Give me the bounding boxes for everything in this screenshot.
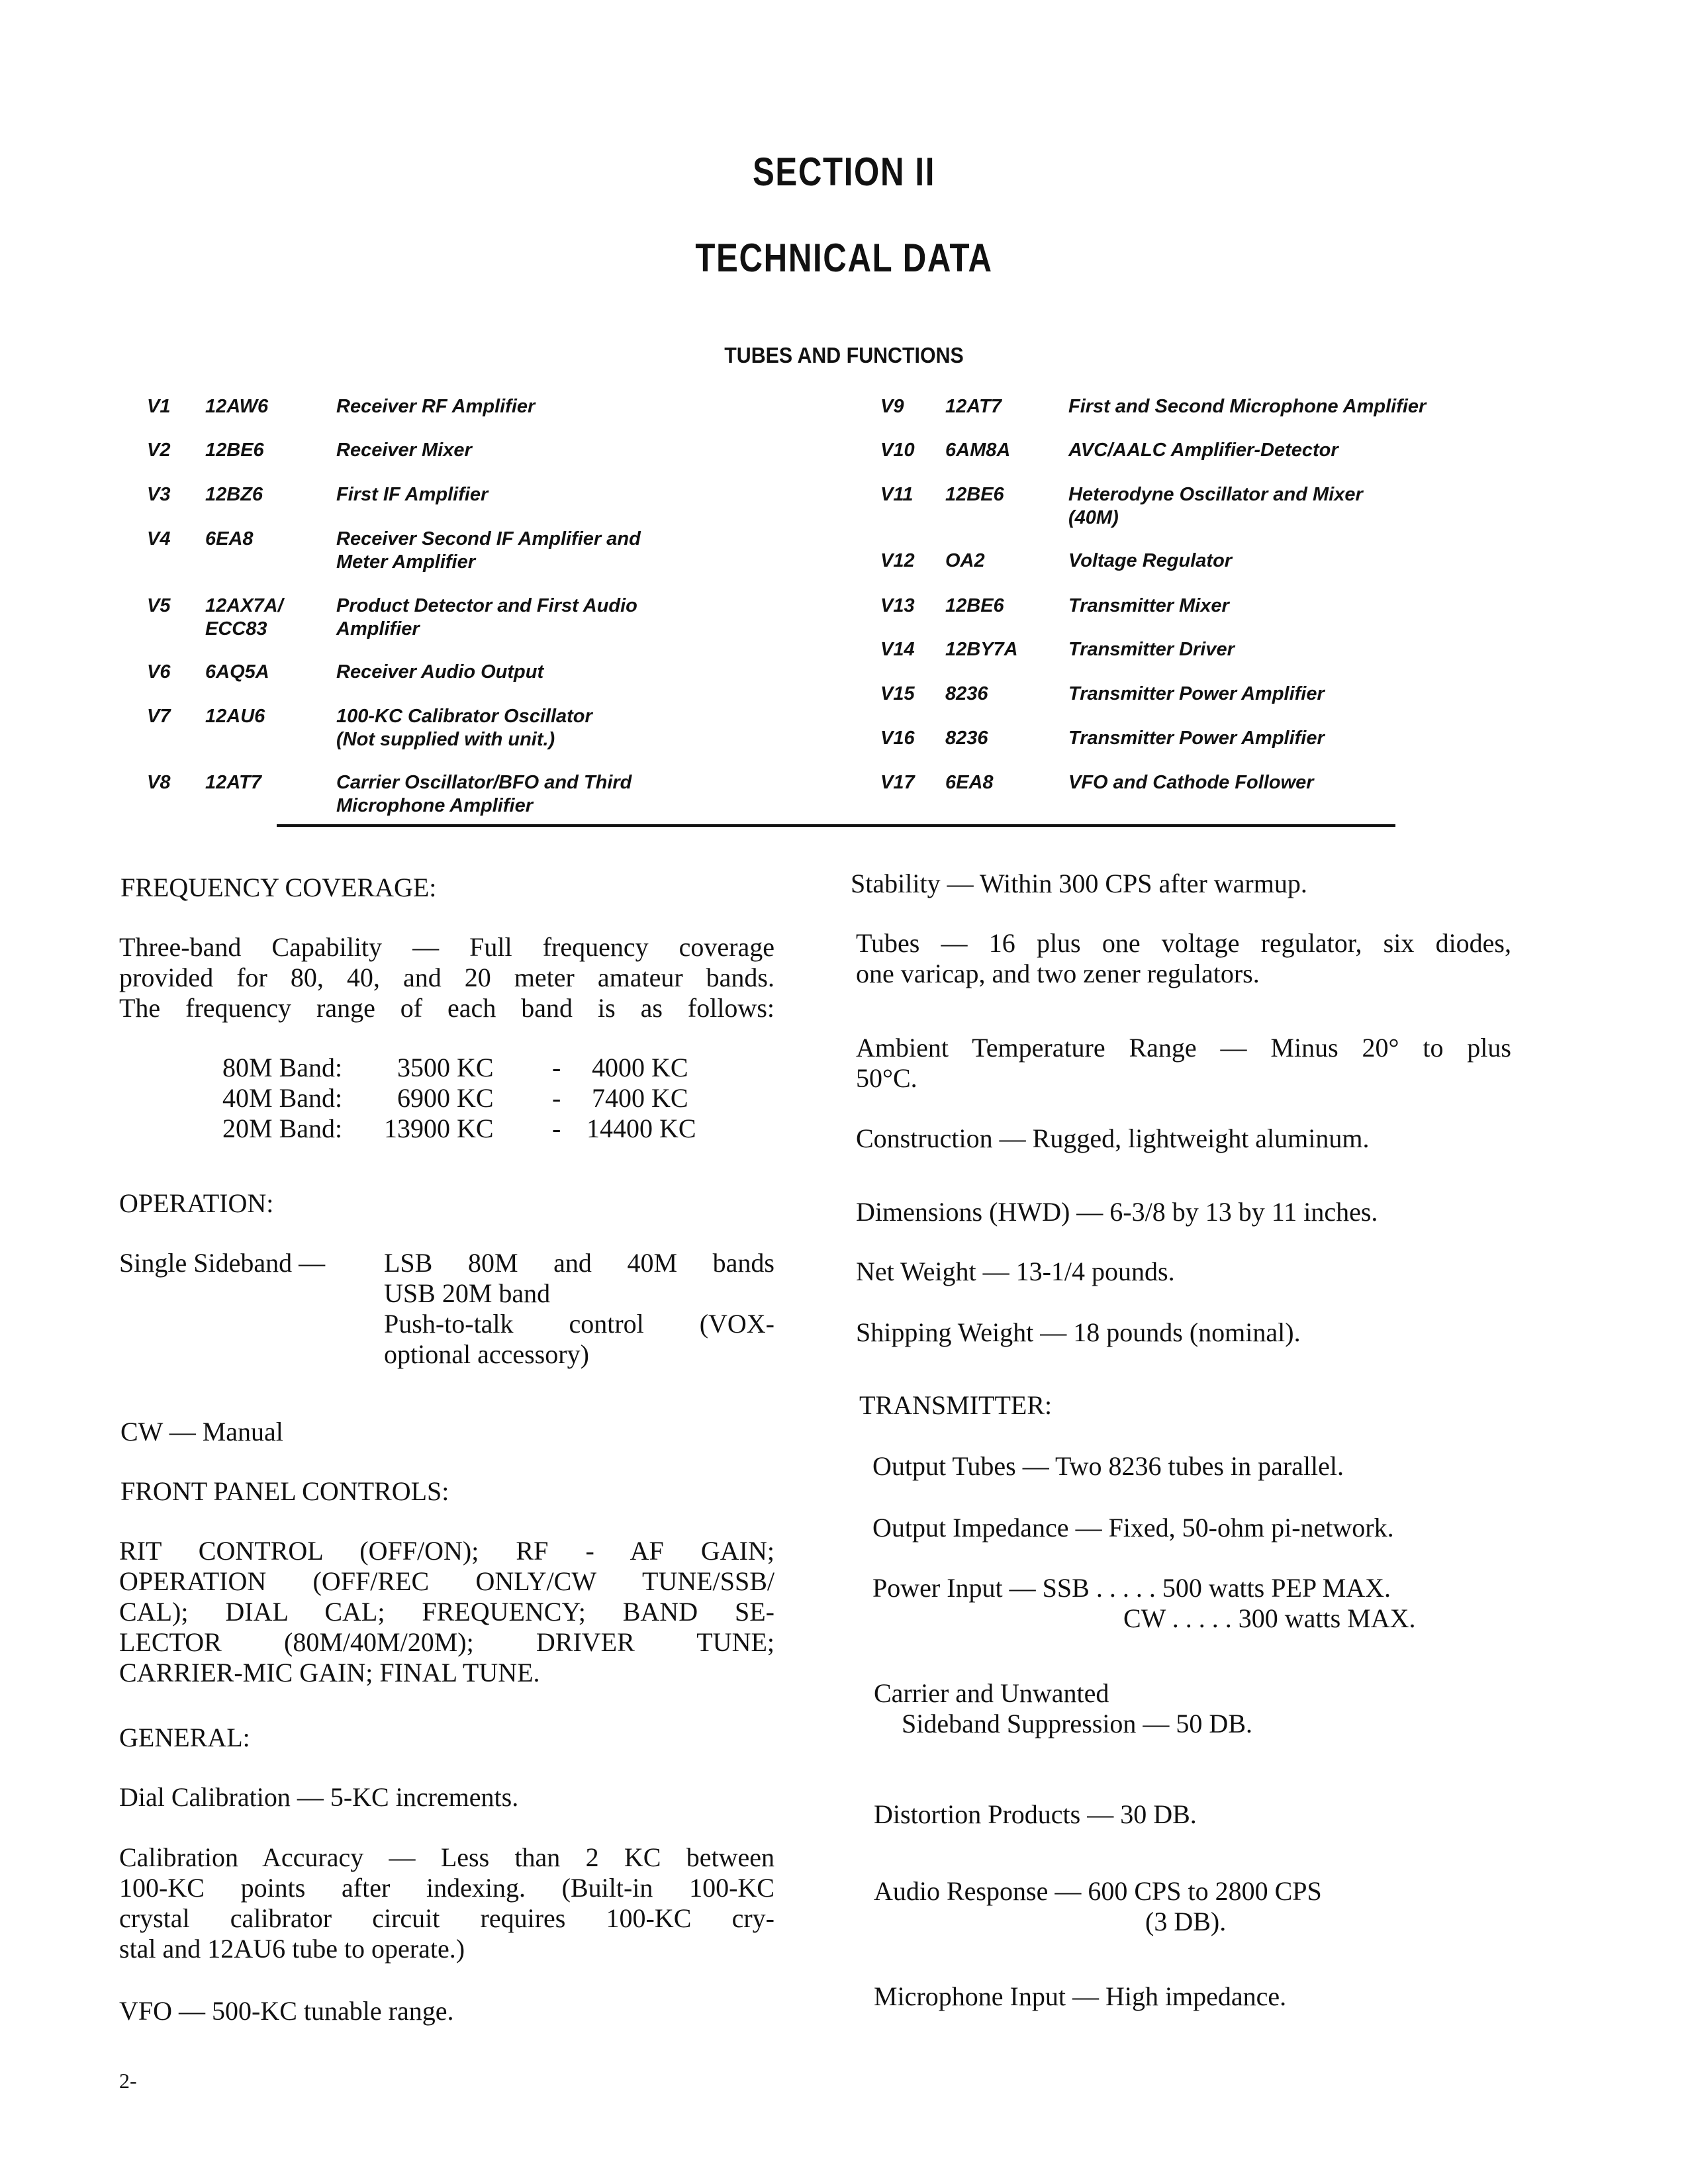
tube-number: V4 — [147, 528, 171, 549]
band-dash: - — [552, 1114, 561, 1143]
tube-function: Carrier Oscillator/BFO and Third Microphone Amplifier — [336, 772, 632, 816]
tube-function: Transmitter Power Amplifier — [1068, 728, 1325, 749]
tube-number: V7 — [147, 706, 171, 727]
shipping-weight: Shipping Weight — 18 pounds (nominal). — [856, 1317, 1301, 1347]
tube-function: Transmitter Power Amplifier — [1068, 683, 1325, 704]
front-panel-text-line: RIT CONTROL (OFF/ON); RF - AF GAIN; — [119, 1536, 774, 1566]
ssb-text-line: LSB 80M and 40M bands — [384, 1248, 774, 1278]
tube-number: V14 — [880, 639, 915, 660]
band-label: 20M Band: — [222, 1114, 343, 1143]
calibration-accuracy-line: 100-KC points after indexing. (Built-in 100-KC — [119, 1873, 774, 1903]
dimensions: Dimensions (HWD) — 6-3/8 by 13 by 11 inches. — [856, 1197, 1378, 1227]
tube-number: V5 — [147, 595, 171, 616]
tube-type: 12AT7 — [945, 396, 1002, 417]
general-heading: GENERAL: — [119, 1723, 250, 1752]
tube-type: OA2 — [945, 550, 985, 571]
band-dash: - — [552, 1053, 561, 1082]
tubes-count-line: Tubes — 16 plus one voltage regulator, six diodes, — [856, 928, 1511, 958]
microphone-input: Microphone Input — High impedance. — [874, 1981, 1287, 2011]
tube-function: Product Detector and First Audio Amplifier — [336, 595, 637, 640]
page-title: TECHNICAL DATA — [695, 236, 993, 280]
tube-number: V11 — [880, 484, 914, 505]
tube-type: 12AU6 — [205, 706, 265, 727]
page-number: 2- — [119, 2069, 137, 2093]
calibration-accuracy-line: crystal calibrator circuit requires 100-KC cry- — [119, 1903, 774, 1933]
band-high: 7400 KC — [592, 1083, 688, 1113]
band-low: 6900 KC — [397, 1083, 494, 1113]
frequency-text-line: provided for 80, 40, and 20 meter amateur bands. — [119, 963, 774, 992]
tube-number: V3 — [147, 484, 171, 505]
power-input-ssb: Power Input — SSB . . . . . 500 watts PEP MAX. — [872, 1573, 1391, 1603]
band-dash: - — [552, 1083, 561, 1113]
stability: Stability — Within 300 CPS after warmup. — [851, 869, 1307, 898]
ssb-text-line: USB 20M band — [384, 1278, 551, 1308]
tube-number: V17 — [880, 772, 915, 793]
tube-number: V12 — [880, 550, 915, 571]
tube-function: Transmitter Driver — [1068, 639, 1235, 660]
calibration-accuracy-line: Calibration Accuracy — Less than 2 KC between — [119, 1842, 774, 1872]
tube-function: Transmitter Mixer — [1068, 595, 1229, 616]
carrier-suppression-line: Carrier and Unwanted — [874, 1678, 1109, 1708]
audio-response-line: Audio Response — 600 CPS to 2800 CPS — [874, 1876, 1322, 1906]
vfo-range: VFO — 500-KC tunable range. — [119, 1996, 454, 2026]
tube-type: 12BY7A — [945, 639, 1018, 660]
tube-type: 12BE6 — [945, 595, 1004, 616]
band-label: 80M Band: — [222, 1053, 343, 1082]
tube-number: V2 — [147, 440, 171, 461]
frequency-text-line: The frequency range of each band is as follows: — [119, 993, 774, 1023]
construction: Construction — Rugged, lightweight aluminum. — [856, 1123, 1370, 1153]
front-panel-heading: FRONT PANEL CONTROLS: — [120, 1476, 449, 1506]
carrier-suppression-line: Sideband Suppression — 50 DB. — [902, 1709, 1252, 1738]
tube-function: First IF Amplifier — [336, 484, 489, 505]
tube-number: V6 — [147, 661, 171, 683]
band-high: 14400 KC — [586, 1114, 696, 1143]
tube-type: 6AM8A — [945, 440, 1011, 461]
tube-number: V10 — [880, 440, 915, 461]
tube-number: V15 — [880, 683, 915, 704]
tube-type: 12AW6 — [205, 396, 269, 417]
front-panel-text-line: CAL); DIAL CAL; FREQUENCY; BAND SE- — [119, 1597, 774, 1627]
ambient-temperature-line: 50°C. — [856, 1063, 917, 1093]
front-panel-text-line: CARRIER-MIC GAIN; FINAL TUNE. — [119, 1658, 540, 1687]
table-divider — [277, 824, 1395, 827]
tube-function: Receiver Mixer — [336, 440, 472, 461]
band-high: 4000 KC — [592, 1053, 688, 1082]
ssb-text-line: Push-to-talk control (VOX- — [384, 1309, 774, 1339]
tube-type: 12BE6 — [945, 484, 1004, 505]
tube-number: V8 — [147, 772, 171, 793]
cw-mode: CW — Manual — [120, 1417, 283, 1447]
tube-type: 12AT7 — [205, 772, 261, 793]
tube-number: V9 — [880, 396, 904, 417]
tubes-heading: TUBES AND FUNCTIONS — [724, 343, 964, 367]
band-low: 13900 KC — [384, 1114, 494, 1143]
tubes-count-line: one varicap, and two zener regulators. — [856, 959, 1260, 988]
dial-calibration: Dial Calibration — 5-KC increments. — [119, 1782, 519, 1812]
calibration-accuracy-line: stal and 12AU6 tube to operate.) — [119, 1934, 465, 1964]
tube-type: 12BZ6 — [205, 484, 263, 505]
front-panel-text-line: OPERATION (OFF/REC ONLY/CW TUNE/SSB/ — [119, 1566, 774, 1596]
tube-type: 8236 — [945, 683, 988, 704]
band-low: 3500 KC — [397, 1053, 494, 1082]
tube-function: 100-KC Calibrator Oscillator (Not supplied with unit.) — [336, 706, 592, 750]
band-label: 40M Band: — [222, 1083, 343, 1113]
tube-function: AVC/AALC Amplifier-Detector — [1068, 440, 1338, 461]
tube-type: 12AX7A/ ECC83 — [205, 595, 283, 640]
tube-type: 6EA8 — [945, 772, 994, 793]
tube-type: 12BE6 — [205, 440, 264, 461]
audio-response-line: (3 DB). — [1145, 1907, 1227, 1936]
tube-number: V13 — [880, 595, 915, 616]
ambient-temperature-line: Ambient Temperature Range — Minus 20° to plus — [856, 1033, 1511, 1063]
tube-type: 6EA8 — [205, 528, 254, 549]
tube-function: Receiver Audio Output — [336, 661, 544, 683]
transmitter-heading: TRANSMITTER: — [859, 1390, 1053, 1420]
front-panel-text-line: LECTOR (80M/40M/20M); DRIVER TUNE; — [119, 1627, 774, 1657]
ssb-text-line: optional accessory) — [384, 1339, 589, 1369]
tube-function: Heterodyne Oscillator and Mixer (40M) — [1068, 484, 1363, 528]
tube-number: V16 — [880, 728, 915, 749]
frequency-coverage-heading: FREQUENCY COVERAGE: — [120, 873, 437, 902]
net-weight: Net Weight — 13-1/4 pounds. — [856, 1257, 1175, 1286]
output-impedance: Output Impedance — Fixed, 50-ohm pi-network. — [872, 1513, 1394, 1543]
power-input-cw: CW . . . . . 300 watts MAX. — [1123, 1603, 1416, 1633]
operation-heading: OPERATION: — [119, 1188, 274, 1218]
tube-function: Receiver Second IF Amplifier and Meter Amplifier — [336, 528, 641, 573]
distortion-products: Distortion Products — 30 DB. — [874, 1799, 1197, 1829]
tube-type: 8236 — [945, 728, 988, 749]
section-title: SECTION II — [752, 150, 936, 194]
tube-function: VFO and Cathode Follower — [1068, 772, 1314, 793]
tube-number: V1 — [147, 396, 171, 417]
ssb-label: Single Sideband — — [119, 1248, 326, 1278]
tube-function: First and Second Microphone Amplifier — [1068, 396, 1427, 417]
output-tubes: Output Tubes — Two 8236 tubes in parallel. — [872, 1451, 1344, 1481]
frequency-text-line: Three-band Capability — Full frequency coverage — [119, 932, 774, 962]
tube-type: 6AQ5A — [205, 661, 269, 683]
tube-function: Receiver RF Amplifier — [336, 396, 536, 417]
tube-function: Voltage Regulator — [1068, 550, 1233, 571]
